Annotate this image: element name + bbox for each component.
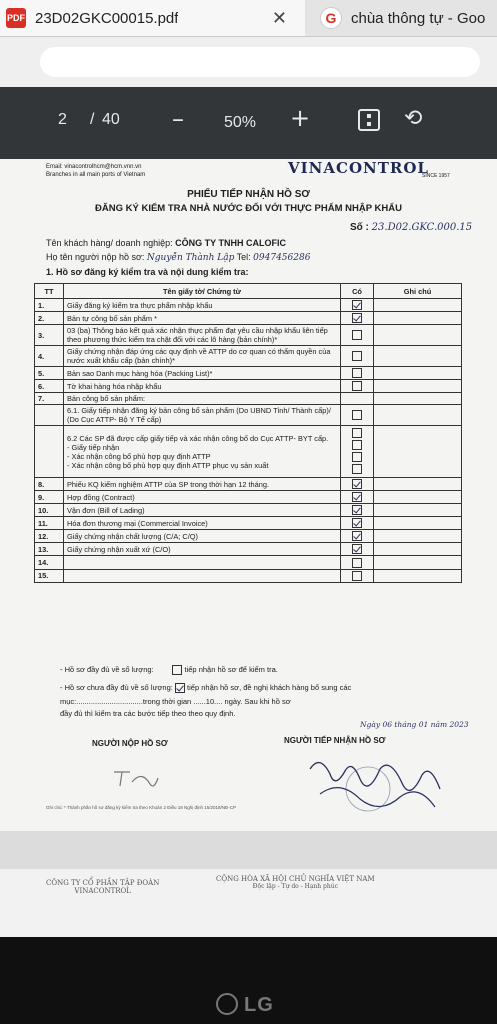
checkbox [172,665,182,675]
table-row [35,569,462,582]
logo-since: SINCE 1957 [422,173,450,179]
incomplete-label: - Hồ sơ chưa đầy đủ về số lượng: [60,683,173,692]
row-tt: 15. [35,569,64,582]
row-tt: 9. [35,491,64,504]
row-name: Giấy chứng nhận chất lượng (C/A; C/Q) [64,530,341,543]
submitter-signature [110,764,160,794]
page-gap [0,831,497,869]
checkbox [352,571,362,581]
checkbox [352,410,362,420]
pdf-page [0,159,497,831]
row-note [374,405,462,426]
row-note [374,325,462,346]
pdf-file-icon: PDF [6,8,26,28]
checkbox-checked [352,505,362,515]
col-name: Tên giấy tờ/ Chứng từ [64,284,341,299]
address-bar[interactable] [40,47,480,77]
table-header-row [35,284,462,299]
receiver-signature [290,749,450,819]
doc-number-label: Số : [350,222,369,233]
tab-title: 23D02GKC00015.pdf [35,9,179,27]
row-name: Giấy chứng nhận xuất xứ (C/O) [64,543,341,556]
row-check [341,543,374,556]
row-check [341,426,374,478]
row-note [374,543,462,556]
row-name: 6.1. Giấy tiếp nhận đăng ký bản công bố sản phẩm (Do UBND Tỉnh/ Thành cấp)/ (Do Cục ATTP- Bộ Y Tế cấp) [64,405,341,426]
col-tt: TT [35,284,64,299]
row-name: Phiếu KQ kiểm nghiệm ATTP của SP trong thời hạn 12 tháng. [64,478,341,491]
checkbox [175,683,185,693]
row-check [341,504,374,517]
row-check [341,405,374,426]
row-check [341,325,374,346]
browser-tab-strip [0,0,497,37]
row-note [374,556,462,569]
row-name [64,556,341,569]
checkbox [352,428,362,438]
row-note [374,530,462,543]
tab-title: chùa thông tự - Goo [351,9,486,27]
complete-option: tiếp nhận hồ sơ để kiểm tra. [184,665,278,674]
table-row [35,491,462,504]
row-check [341,393,374,405]
checkbox [352,464,362,474]
row-tt: 8. [35,478,64,491]
row-check [341,556,374,569]
google-icon: G [320,7,342,29]
receive-date: Ngày 06 tháng 01 năm 2023 [360,720,469,729]
incomplete-line [60,683,351,693]
page2-motto: Độc lập - Tự do - Hạnh phúc [252,883,338,890]
sub-line: - Giấy tiếp nhận [67,442,120,452]
page2-company-line: CÔNG TY CỔ PHẦN TẬP ĐOÀN [46,879,160,887]
row-note [374,312,462,325]
table-row [35,367,462,380]
page2-company-line: VINACONTROL [74,887,131,895]
table-row [35,380,462,393]
row-tt: 3. [35,325,64,346]
lg-logo [216,993,274,1017]
checkbox [352,381,362,391]
submitter-signature-label: NGƯỜI NỘP HỒ SƠ [92,739,168,748]
table-row [35,312,462,325]
submitter-line [46,252,310,263]
col-co: Có [341,284,374,299]
row-tt: 1. [35,299,64,312]
page-total: 40 [102,111,120,128]
row-note [374,504,462,517]
doc-header-contact [46,163,145,179]
customer-value: CÔNG TY TNHH CALOFIC [175,238,286,248]
checkbox-checked [352,300,362,310]
table-row [35,543,462,556]
checkbox [352,558,362,568]
next-steps-line: đầy đủ thì kiểm tra các bước tiếp theo theo quy định. [60,709,236,718]
sub-line: - Xác nhận công bố phù hợp quy định ATTP [67,451,211,461]
fit-to-page-icon[interactable] [358,109,380,131]
documents-table [34,283,462,583]
row-name: Tờ khai hàng hóa nhập khẩu [64,380,341,393]
doc-subtitle: ĐĂNG KÝ KIỂM TRA NHÀ NƯỚC ĐỐI VỚI THỰC PHẨM NHẬP KHẨU [95,203,402,214]
row-check [341,491,374,504]
sub-line: - Xác nhận công bố phù hợp quy định ATTP phục vụ sản xuất [67,460,269,470]
row-tt [35,426,64,478]
row-note [374,569,462,582]
row-check [341,530,374,543]
row-note [374,393,462,405]
row-name: Giấy chứng nhận đáp ứng các quy định về ATTP do cơ quan có thẩm quyền của nước xuất khẩu cấp (bản chính)* [64,346,341,367]
row-name [64,426,341,478]
row-note [374,426,462,478]
row-check [341,517,374,530]
table-row [35,478,462,491]
close-icon[interactable]: ✕ [271,8,287,29]
col-note: Ghi chú [374,284,462,299]
deadline-line: mục:................................trong thời gian ......10.... ngày. Sau khi hồ sơ [60,697,291,706]
receiver-signature-label: NGƯỜI TIẾP NHẬN HỒ SƠ [284,736,386,745]
row-tt: 6. [35,380,64,393]
complete-line [60,665,278,675]
row-name: Vận đơn (Bill of Lading) [64,504,341,517]
section-heading: 1. Hồ sơ đăng ký kiểm tra và nội dung kiểm tra: [46,267,249,277]
doc-email: Email: vinacontrolhcm@hcm.vnn.vn [46,164,142,170]
page2-republic: CỘNG HÒA XÃ HỘI CHỦ NGHĨA VIỆT NAM [216,875,375,883]
zoom-in-icon[interactable]: + [290,104,311,132]
row-note [374,478,462,491]
customer-line [46,238,286,248]
page2-company [46,879,159,895]
address-bar-area [0,37,497,87]
doc-number-value: 23.D02.GKC.000.15 [371,222,473,233]
row-note [374,367,462,380]
row-name: Hợp đồng (Contract) [64,491,341,504]
page-separator: / [90,111,95,128]
tel-value: 0947456286 [253,253,311,263]
row-tt: 11. [35,517,64,530]
row-tt: 4. [35,346,64,367]
tab-google-search[interactable] [310,0,497,36]
row-tt [35,405,64,426]
table-row [35,299,462,312]
table-row [35,426,462,478]
row-check [341,569,374,582]
zoom-level[interactable]: 50% [224,114,257,131]
row-check [341,312,374,325]
table-row [35,530,462,543]
table-row [35,346,462,367]
sub-line: 6.2 Các SP đã được cấp giấy tiếp và xác nhận công bố do Cục ATTP- BYT cấp. [67,433,329,443]
checkbox-checked [352,479,362,489]
pdf-toolbar [0,87,497,159]
page2-national-header [216,875,375,890]
row-name [64,569,341,582]
table-row [35,556,462,569]
row-name: Hóa đơn thương mại (Commercial Invoice) [64,517,341,530]
checkbox [352,351,362,361]
zoom-out-icon[interactable]: – [172,105,184,133]
tab-pdf[interactable] [0,0,305,36]
row-check [341,478,374,491]
row-check [341,367,374,380]
customer-label: Tên khách hàng/ doanh nghiệp: [46,238,176,248]
row-tt: 2. [35,312,64,325]
tel-label: Tel: [234,252,254,262]
submitter-value: Nguyễn Thành Lập [146,253,235,263]
checkbox [352,452,362,462]
table-body-row7 [35,393,462,478]
table-row [35,325,462,346]
row-name: Bản tự công bố sản phẩm * [64,312,341,325]
checkbox-checked [352,492,362,502]
lg-circle-icon [216,993,238,1015]
row-name: Giấy đăng ký kiểm tra thực phẩm nhập khẩu [64,299,341,312]
row-note [374,380,462,393]
row-note [374,299,462,312]
row-tt: 13. [35,543,64,556]
row-tt: 7. [35,393,64,405]
table-row [35,405,462,426]
row-name: Bản sao Danh mục hàng hóa (Packing List)* [64,367,341,380]
checkbox [352,368,362,378]
checkbox [352,330,362,340]
lg-brand-text: LG [244,994,274,1016]
checkbox-checked [352,313,362,323]
doc-branches: Branches in all main ports of Vietnam [46,172,146,178]
page-number-input[interactable]: 2 [58,111,67,128]
row-tt: 5. [35,367,64,380]
row-check [341,299,374,312]
table-row [35,393,462,405]
doc-number [350,222,472,233]
incomplete-option: tiếp nhận hồ sơ, đề nghị khách hàng bổ sung các [187,683,352,692]
submitter-label: Họ tên người nộp hồ sơ: [46,252,147,262]
pdf-page-2-preview [0,869,497,937]
rotate-icon[interactable]: ⟲ [404,106,423,131]
row-check [341,380,374,393]
foot-note: Ghi chú: * Thành phần hồ sơ đăng ký kiểm tra theo Khoản 2 Điều 18 Nghị định 15/2018/NĐ-CP [46,805,236,810]
checkbox-checked [352,531,362,541]
row-note [374,346,462,367]
doc-title: PHIẾU TIẾP NHẬN HỒ SƠ [187,189,310,200]
row-check [341,346,374,367]
checkbox-checked [352,518,362,528]
table-row [35,504,462,517]
checkbox [352,440,362,450]
row-name: 03 (ba) Thông báo kết quả xác nhận thực phẩm đạt yêu cầu nhập khẩu liên tiếp theo phương thức kiểm tra chặt đối với các lô hàng (bản chính)* [64,325,341,346]
checkbox-checked [352,544,362,554]
complete-label: - Hồ sơ đầy đủ về số lượng: [60,665,154,674]
row-note [374,517,462,530]
vinacontrol-logo: VINACONTROL [288,159,429,177]
row-note [374,491,462,504]
table-body-b [35,478,462,582]
row-tt: 14. [35,556,64,569]
row-tt: 10. [35,504,64,517]
row-name: Bản công bố sản phẩm: [64,393,341,405]
table-row [35,517,462,530]
table-body-a [35,299,462,393]
row-tt: 12. [35,530,64,543]
